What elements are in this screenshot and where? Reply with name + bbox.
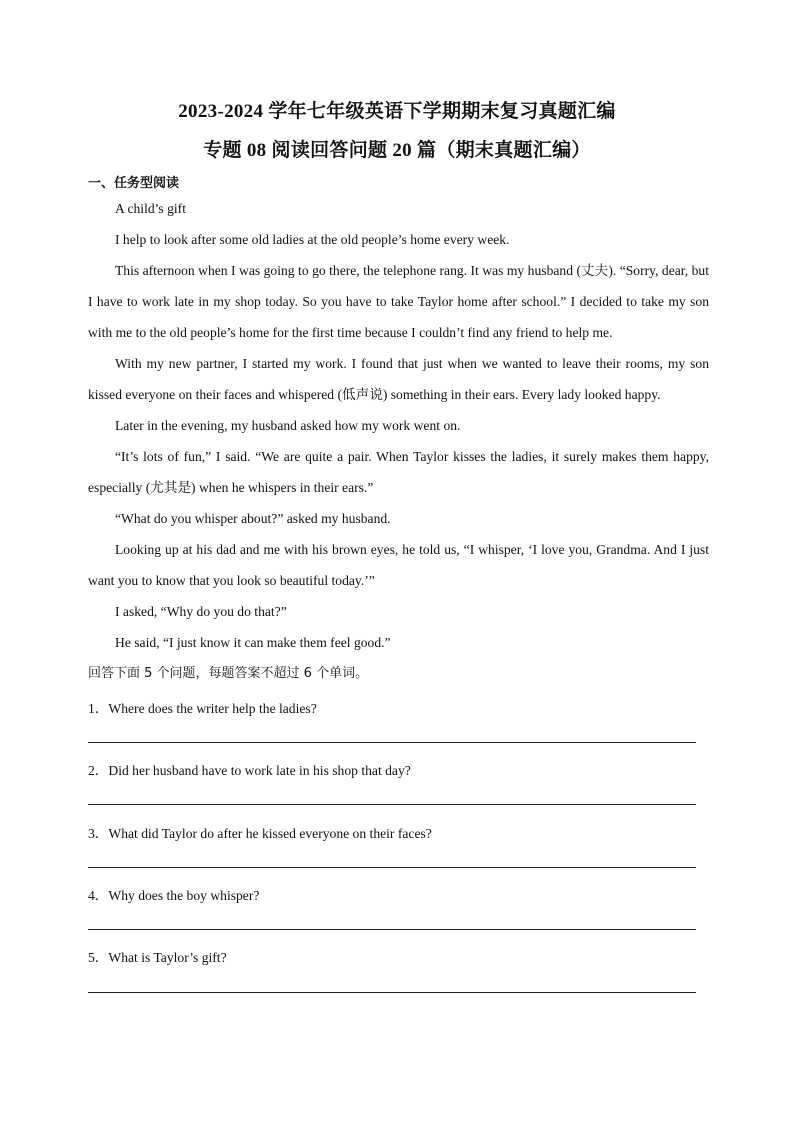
passage-paragraph: I asked, “Why do you do that?”	[115, 604, 287, 619]
answer-line-4[interactable]	[88, 929, 696, 930]
section-heading: 一、任务型阅读	[88, 176, 180, 191]
question-3: 3．What did Taylor do after he kissed everyone on their faces?	[88, 826, 432, 841]
question-instruction: 回答下面 5 个问题，每题答案不超过 6 个单词。	[88, 666, 369, 681]
document-title: 2023-2024 学年七年级英语下学期期末复习真题汇编	[178, 101, 616, 122]
passage-paragraph: I help to look after some old ladies at the old people’s home every week.	[115, 232, 510, 247]
passage-paragraph: This afternoon when I was going to go there, the telephone rang. It was my husband (丈夫). “Sorry, dear, but I have to work late in my shop today. So you have to take Taylor home after school.” I decided to take my son with me to the old people’s home for the first time because I couldn’t find any friend to help me.	[88, 263, 709, 340]
question-5: 5．What is Taylor’s gift?	[88, 950, 227, 965]
passage-paragraph: “What do you whisper about?” asked my husband.	[115, 511, 391, 526]
passage-paragraph: He said, “I just know it can make them feel good.”	[115, 635, 391, 650]
question-4: 4．Why does the boy whisper?	[88, 888, 260, 903]
reading-passage	[88, 193, 709, 658]
passage-title: A child’s gift	[115, 201, 186, 216]
answer-line-1[interactable]	[88, 742, 696, 743]
question-1: 1．Where does the writer help the ladies?	[88, 701, 317, 716]
answer-line-2[interactable]	[88, 804, 696, 805]
document-subtitle: 专题 08 阅读回答问题 20 篇（期末真题汇编）	[203, 140, 591, 161]
answer-line-5[interactable]	[88, 992, 696, 993]
question-2: 2．Did her husband have to work late in his shop that day?	[88, 763, 411, 778]
passage-paragraph: “It’s lots of fun,” I said. “We are quite a pair. When Taylor kisses the ladies, it surely makes them happy, especially (尤其是) when he whispers in their ears.”	[88, 449, 709, 495]
passage-paragraph: Looking up at his dad and me with his brown eyes, he told us, “I whisper, ‘I love you, Grandma. And I just want you to know that you look so beautiful today.’”	[88, 542, 709, 588]
passage-paragraph: Later in the evening, my husband asked how my work went on.	[115, 418, 461, 433]
answer-line-3[interactable]	[88, 867, 696, 868]
passage-paragraph: With my new partner, I started my work. I found that just when we wanted to leave their rooms, my son kissed everyone on their faces and whispered (低声说) something in their ears. Every lady looked happy.	[88, 356, 709, 402]
